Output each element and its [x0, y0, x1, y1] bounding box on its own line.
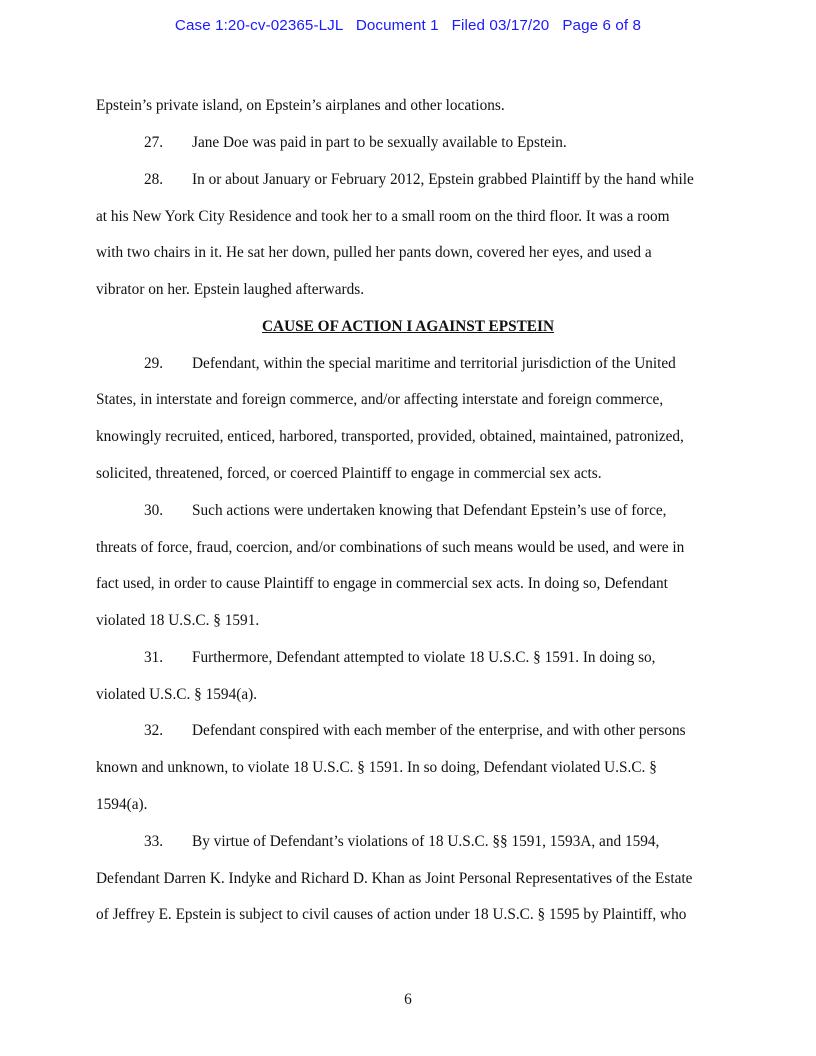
paragraph-line: Defendant conspired with each member of the enterprise, and with other persons	[192, 722, 686, 739]
continuation-line: Epstein’s private island, on Epstein’s airplanes and other locations.	[96, 97, 505, 114]
paragraph-line: solicited, threatened, forced, or coerced Plaintiff to engage in commercial sex acts.	[96, 465, 602, 482]
paragraph-line: fact used, in order to cause Plaintiff to engage in commercial sex acts. In doing so, Defendant	[96, 575, 668, 592]
section-heading: CAUSE OF ACTION I AGAINST EPSTEIN	[262, 318, 554, 335]
paragraph-line: Defendant Darren K. Indyke and Richard D. Khan as Joint Personal Representatives of the Estate	[96, 870, 693, 887]
paragraph-number: 28.	[144, 171, 164, 188]
paragraph-number: 32.	[144, 722, 164, 739]
paragraph-line: at his New York City Residence and took her to a small room on the third floor. It was a room	[96, 208, 670, 225]
paragraph-number: 33.	[144, 833, 164, 850]
paragraph-line: In or about January or February 2012, Epstein grabbed Plaintiff by the hand while	[192, 171, 694, 188]
paragraph-line: violated 18 U.S.C. § 1591.	[96, 612, 260, 629]
paragraph-line: Such actions were undertaken knowing that Defendant Epstein’s use of force,	[192, 502, 667, 519]
paragraph-line: known and unknown, to violate 18 U.S.C. § 1591. In so doing, Defendant violated U.S.C. §	[96, 759, 657, 776]
paragraph-number: 30.	[144, 502, 164, 519]
paragraph-number: 27.	[144, 134, 164, 151]
paragraph-line: threats of force, fraud, coercion, and/or combinations of such means would be used, and were in	[96, 539, 685, 556]
paragraph-line: 1594(a).	[96, 796, 148, 813]
paragraph-line: with two chairs in it. He sat her down, pulled her pants down, covered her eyes, and used a	[96, 244, 652, 261]
document-number: Document 1	[355, 17, 439, 34]
paragraph-number: 29.	[144, 355, 164, 372]
paragraph-number: 31.	[144, 649, 164, 666]
paragraph-line: of Jeffrey E. Epstein is subject to civil causes of action under 18 U.S.C. § 1595 by Plaintiff, who	[96, 906, 687, 923]
paragraph-line: States, in interstate and foreign commerce, and/or affecting interstate and foreign commerce,	[96, 391, 664, 408]
paragraph-line: Jane Doe was paid in part to be sexually available to Epstein.	[192, 134, 567, 151]
paragraph-line: knowingly recruited, enticed, harbored, transported, provided, obtained, maintained, patronized,	[96, 428, 684, 445]
page-indicator: Page 6 of 8	[562, 17, 642, 34]
paragraph-line: Defendant, within the special maritime and territorial jurisdiction of the United	[192, 355, 676, 372]
paragraph-line: By virtue of Defendant’s violations of 18 U.S.C. §§ 1591, 1593A, and 1594,	[192, 833, 660, 850]
paragraph-line: Furthermore, Defendant attempted to violate 18 U.S.C. § 1591. In doing so,	[192, 649, 656, 666]
ecf-header	[0, 17, 816, 34]
page-number: 6	[404, 991, 412, 1008]
case-number: Case 1:20-cv-02365-LJL	[174, 17, 343, 34]
filed-date: Filed 03/17/20	[451, 17, 550, 34]
paragraph-line: vibrator on her. Epstein laughed afterwards.	[96, 281, 365, 298]
paragraph-line: violated U.S.C. § 1594(a).	[96, 686, 258, 703]
